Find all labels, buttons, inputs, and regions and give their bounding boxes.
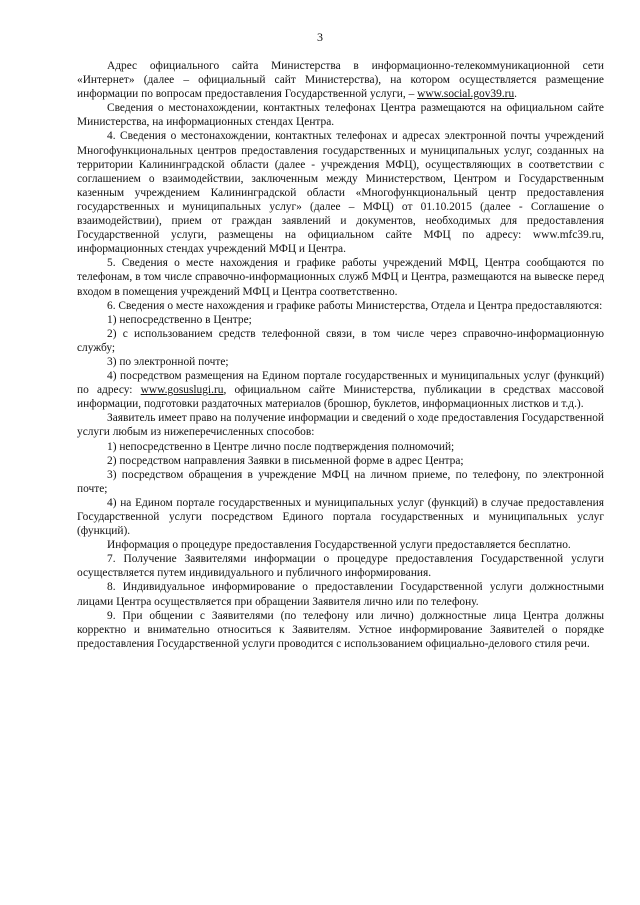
paragraph-site-address [77,59,604,101]
paragraph: 7. Получение Заявителями информации о процедуре предоставления Государственной услуги осуществляется путем индивидуального и публичного информирования. [77,553,604,580]
list-item: 1) непосредственно в Центре; [107,313,252,326]
list-item: 3) по электронной почте; [107,355,229,368]
document-body [77,59,604,651]
paragraph: 4. Сведения о местонахождении, контактных телефонах и адресах электронной почты учреждений Многофункциональных центров предоставления государственных и муниципальных услуг, созданных на территории Калининградской области (далее - учреждения МФЦ), осуществляющих в соответствии с соглашением о взаимодействии, заключенным между Министерством, Центром и Государственным казенным учреждением Калининградской области «Многофункциональный центр предоставления государственных и муниципальных услуг» (далее – МФЦ) от 01.10.2015 (далее - Соглашение о взаимодействии), прием от граждан заявлений и документов, необходимых для предоставления Государственной услуги, размещены на официальном сайте МФЦ по адресу: www.mfc39.ru, информационных стендах учреждений МФЦ и Центра. [77,130,604,256]
paragraph: 6. Сведения о месте нахождения и графике работы Министерства, Отдела и Центра предоставляются: [107,299,603,312]
list-item: 1) непосредственно в Центре лично после подтверждения полномочий; [107,440,455,453]
gosuslugi-link[interactable]: www.gosuslugi.ru [140,384,224,397]
list-item: 3) посредством обращения в учреждение МФЦ на личном приеме, по телефону, по электронной почте; [77,468,604,495]
paragraph-text: . [514,88,518,101]
paragraph: Заявитель имеет право на получение информации и сведений о ходе предоставления Государственной услуги любым из нижеперечисленных способов: [77,412,604,439]
page-number: 3 [317,30,323,44]
paragraph: 5. Сведения о месте нахождения и графике работы учреждений МФЦ, Центра сообщаются по телефонам, в том числе справочно-информационных служб МФЦ и Центра, размещаются на вывеске перед входом в помещения учреждений МФЦ и Центра соответственно. [77,257,604,298]
list-item-gosuslugi [77,369,604,411]
paragraph-text: 4) посредством размещения на Едином портале государственных и муниципальных услуг (функций) по адресу: [77,370,604,397]
social-gov-link[interactable]: www.social.gov39.ru [417,88,515,101]
list-item: 2) посредством направления Заявки в письменной форме в адрес Центра; [107,454,464,467]
list-item: 2) с использованием средств телефонной связи, в том числе через справочно-информационную службу; [77,327,604,354]
paragraph-text: , официальном сайте Министерства, публикации в средствах массовой информации, подготовки раздаточных материалов (брошюр, буклетов, информационных листков и т.д.). [77,384,604,411]
paragraph: 9. При общении с Заявителями (по телефону или лично) должностные лица Центра должны корректно и внимательно относиться к Заявителям. Устное информирование Заявителей о порядке предоставления Государственной услуги проводится с использованием официально-делового стиля речи. [77,609,604,650]
paragraph: Информация о процедуре предоставления Государственной услуги предоставляется бесплатно. [107,539,571,552]
paragraph: 8. Индивидуальное информирование о предоставлении Государственной услуги должностными лицами Центра осуществляется при обращении Заявителя лично или по телефону. [77,581,604,608]
paragraph-text: Адрес официального сайта Министерства в информационно-телекоммуникационной сети «Интернет» (далее – официальный сайт Министерства), на котором осуществляется размещение информации по вопросам предоставления Государственной услуги, – [77,60,604,101]
list-item: 4) на Едином портале государственных и муниципальных услуг (функций) в случае предоставления Государственной услуги посредством Единого портала государственных и муниципальных услуг (функций). [77,496,604,538]
paragraph: Сведения о местонахождении, контактных телефонах Центра размещаются на официальном сайте Министерства, на информационных стендах Центра. [77,102,604,129]
